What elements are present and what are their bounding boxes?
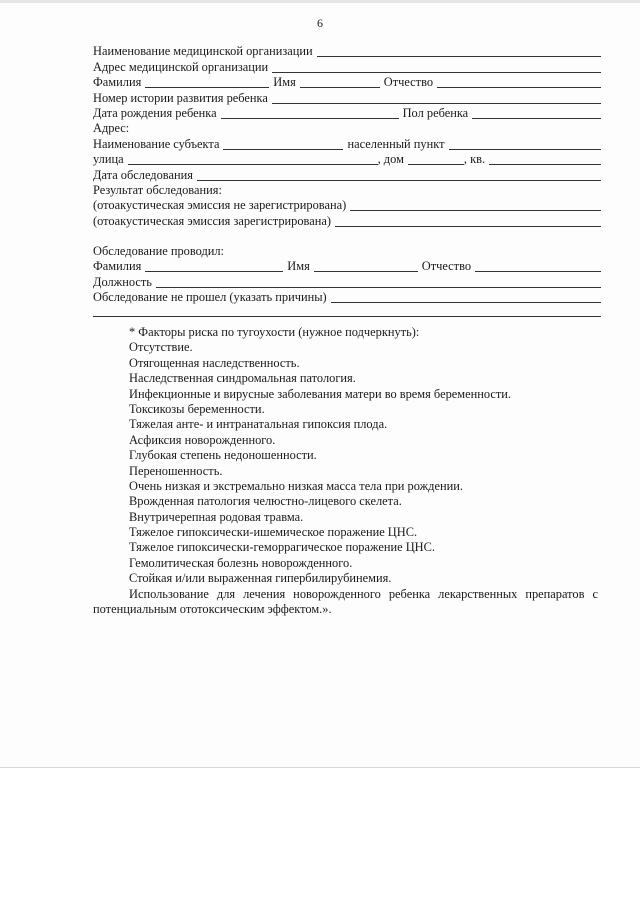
examiner-surname-field[interactable] (145, 260, 283, 272)
form-row-org-name (93, 44, 601, 59)
form-row-examiner-name (93, 259, 601, 274)
not-passed-field[interactable] (331, 291, 601, 303)
form-row-examiner-title (93, 244, 601, 259)
risk-factor-item: Гемолитическая болезнь новорожденного. (129, 555, 353, 570)
form-row-history-number (93, 90, 601, 105)
risk-factor-item: Внутричерепная родовая травма. (129, 509, 304, 524)
risk-factor-item: Отягощенная наследственность. (129, 355, 300, 370)
spacer (93, 229, 601, 244)
history-number-label: Номер истории развития ребенка (93, 90, 268, 105)
surname-field[interactable] (145, 76, 269, 88)
oae-not-registered-label: (отоакустическая эмиссия не зарегистрирована) (93, 198, 347, 213)
history-number-field[interactable] (272, 92, 601, 104)
risk-factor-item: Стойкая и/или выраженная гипербилирубинемия. (129, 571, 392, 586)
birth-date-label: Дата рождения ребенка (93, 105, 217, 120)
birth-date-field[interactable] (221, 107, 399, 119)
oae-not-registered-field[interactable] (350, 199, 601, 211)
org-name-label: Наименование медицинской организации (93, 44, 313, 59)
form-row-not-passed (93, 290, 601, 305)
risk-factors-heading: * Факторы риска по тугоухости (нужное подчеркнуть): (129, 325, 420, 339)
apartment-label: , кв. (463, 152, 486, 167)
page-number: 6 (317, 16, 323, 30)
form-row-full-name (93, 75, 601, 90)
form-row-address-title (93, 121, 601, 136)
form-row-oae-registered (93, 213, 601, 228)
patronymic-label: Отчество (383, 75, 434, 90)
not-passed-label: Обследование не прошел (указать причины) (93, 290, 327, 305)
exam-date-field[interactable] (197, 169, 601, 181)
risk-factor-item: Токсикозы беременности. (129, 401, 265, 416)
form-row-birth-date (93, 106, 601, 121)
risk-factor-item: Наследственная синдромальная патология. (129, 371, 356, 386)
risk-factor-item: Тяжелое гипоксически-ишемическое поражение ЦНС. (129, 525, 418, 540)
org-address-field[interactable] (272, 61, 601, 73)
risk-factor-item: Тяжелая анте- и интранатальная гипоксия плода. (129, 417, 388, 432)
settlement-label: населенный пункт (347, 136, 445, 151)
form-row-street (93, 152, 601, 167)
child-sex-field[interactable] (472, 107, 601, 119)
subject-label: Наименование субъекта (93, 136, 220, 151)
risk-factor-item: Очень низкая и экстремально низкая масса тела при рождении. (129, 478, 463, 493)
form-row-exam-date (93, 167, 601, 182)
name-field[interactable] (300, 76, 380, 88)
street-field[interactable] (128, 153, 378, 165)
examiner-surname-label: Фамилия (93, 259, 142, 274)
apartment-field[interactable] (489, 153, 601, 165)
risk-factor-final-paragraph: Использование для лечения новорожденного ребенка лекарственных препаратов с потенциальным ототоксическим эффектом.». (93, 586, 598, 617)
risk-factor-item: Переношенность. (129, 463, 223, 478)
examiner-name-label: Имя (287, 259, 310, 274)
house-field[interactable] (408, 153, 464, 165)
name-label: Имя (273, 75, 296, 90)
risk-factors-section (93, 325, 598, 617)
scan-edge (0, 0, 640, 3)
org-name-field[interactable] (317, 45, 601, 57)
position-label: Должность (93, 274, 152, 289)
oae-registered-label: (отоакустическая эмиссия зарегистрирована) (93, 213, 331, 228)
org-address-label: Адрес медицинской организации (93, 59, 269, 74)
form-row-org-address (93, 59, 601, 74)
form-row-result-title (93, 183, 601, 198)
not-passed-extra-line[interactable] (93, 306, 601, 317)
risk-factor-item: Инфекционные и вирусные заболевания матери во время беременности. (129, 386, 512, 401)
child-sex-label: Пол ребенка (402, 105, 469, 120)
examination-form (93, 44, 601, 317)
settlement-field[interactable] (449, 138, 602, 150)
house-label: , дом (377, 152, 404, 167)
subject-field[interactable] (223, 138, 343, 150)
examiner-name-field[interactable] (314, 260, 418, 272)
exam-date-label: Дата обследования (93, 167, 193, 182)
examiner-patronymic-label: Отчество (421, 259, 472, 274)
result-label: Результат обследования: (93, 182, 222, 197)
risk-factor-item: Глубокая степень недоношенности. (129, 448, 317, 463)
risk-factor-item: Отсутствие. (129, 340, 193, 355)
risk-factor-item: Врожденная патология челюстно-лицевого скелета. (129, 494, 402, 509)
risk-factor-item: Тяжелое гипоксически-геморрагическое поражение ЦНС. (129, 540, 435, 555)
form-row-position (93, 274, 601, 289)
examiner-label: Обследование проводил: (93, 244, 225, 259)
patronymic-field[interactable] (437, 76, 601, 88)
form-row-subject (93, 136, 601, 151)
form-row-oae-not-registered (93, 198, 601, 213)
address-label: Адрес: (93, 121, 130, 136)
position-field[interactable] (156, 276, 601, 288)
examiner-patronymic-field[interactable] (475, 260, 601, 272)
oae-registered-field[interactable] (335, 215, 601, 227)
surname-label: Фамилия (93, 75, 142, 90)
risk-factor-item: Асфиксия новорожденного. (129, 432, 276, 447)
street-label: улица (93, 152, 124, 167)
